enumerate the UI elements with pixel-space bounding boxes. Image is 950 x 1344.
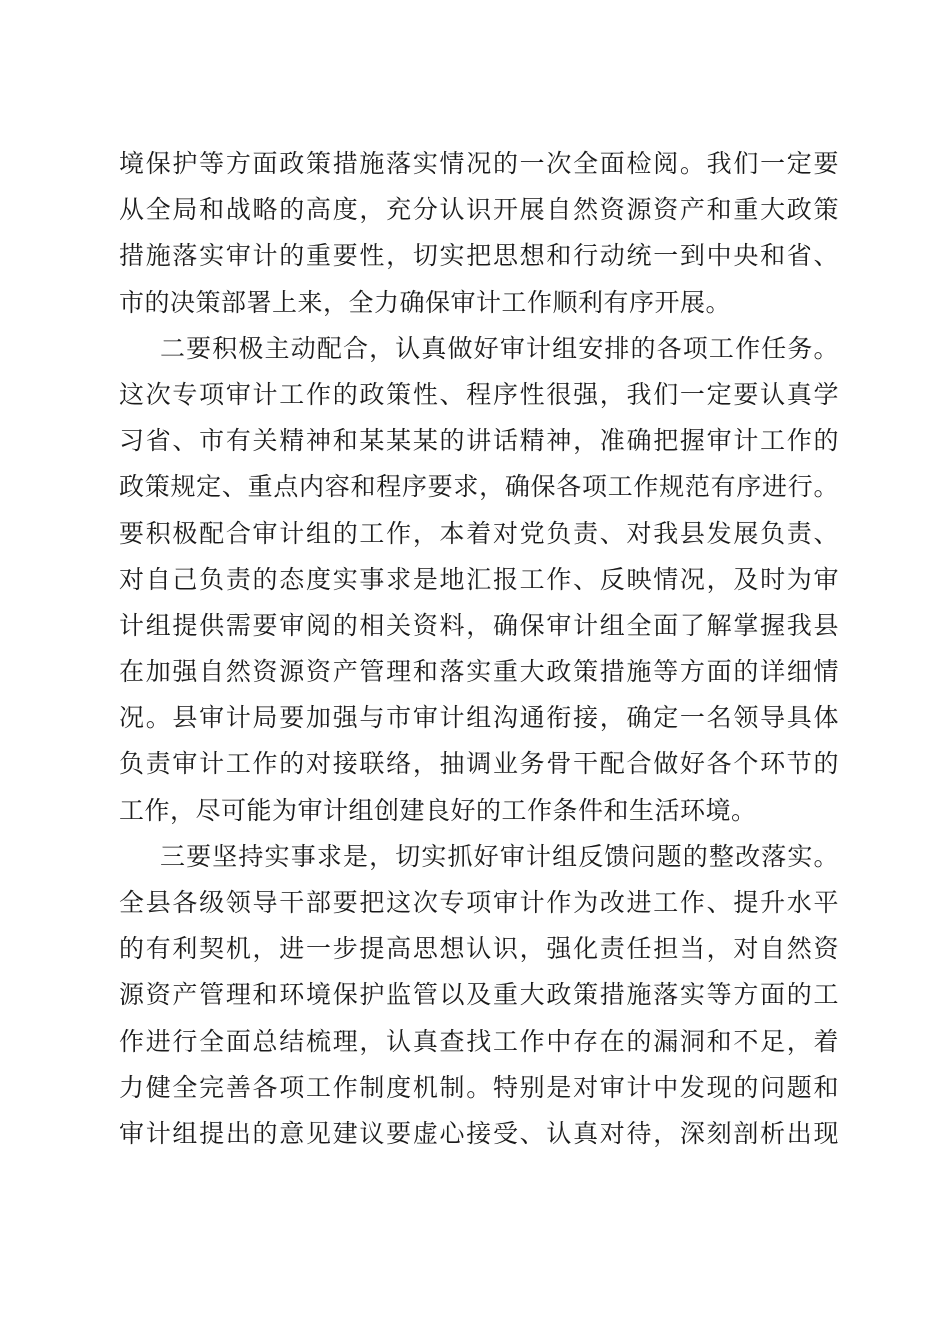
- text-line: 三要坚持实事求是，切实抓好审计组反馈问题的整改落实。: [160, 841, 839, 871]
- text-line: 源资产管理和环境保护监管以及重大政策措施落实等方面的工: [119, 980, 839, 1010]
- document-body: [119, 141, 839, 1157]
- text-line: 的有利契机，进一步提高思想认识，强化责任担当，对自然资: [119, 934, 839, 964]
- text-line: 全县各级领导干部要把这次专项审计作为改进工作、提升水平: [119, 888, 839, 917]
- text-line: 工作，尽可能为审计组创建良好的工作条件和生活环境。: [119, 795, 757, 825]
- text-line: 对自己负责的态度实事求是地汇报工作、反映情况，及时为审: [119, 564, 839, 594]
- text-line: 计组提供需要审阅的相关资料，确保审计组全面了解掌握我县: [119, 610, 839, 640]
- text-line: 况。县审计局要加强与市审计组沟通衔接，确定一名领导具体: [119, 703, 839, 733]
- text-line: 负责审计工作的对接联络，抽调业务骨干配合做好各个环节的: [119, 749, 839, 779]
- text-line: 政策规定、重点内容和程序要求，确保各项工作规范有序进行。: [119, 472, 839, 502]
- text-line: 在加强自然资源资产管理和落实重大政策措施等方面的详细情: [119, 657, 839, 687]
- text-line: 从全局和战略的高度，充分认识开展自然资源资产和重大政策: [119, 195, 839, 225]
- text-line: 措施落实审计的重要性，切实把思想和行动统一到中央和省、: [119, 241, 839, 271]
- text-line: 二要积极主动配合，认真做好审计组安排的各项工作任务。: [160, 333, 839, 363]
- text-line: 作进行全面总结梳理，认真查找工作中存在的漏洞和不足，着: [119, 1026, 839, 1056]
- text-line: 这次专项审计工作的政策性、程序性很强，我们一定要认真学: [119, 379, 839, 409]
- text-line: 市的决策部署上来，全力确保审计工作顺利有序开展。: [119, 287, 732, 317]
- text-line: 要积极配合审计组的工作，本着对党负责、对我县发展负责、: [119, 518, 839, 548]
- text-line: 境保护等方面政策措施落实情况的一次全面检阅。我们一定要: [119, 149, 839, 178]
- text-line: 习省、市有关精神和某某某的讲话精神，准确把握审计工作的: [119, 426, 839, 456]
- text-line: 力健全完善各项工作制度机制。特别是对审计中发现的问题和: [119, 1072, 839, 1102]
- text-line: 审计组提出的意见建议要虚心接受、认真对待，深刻剖析出现: [119, 1118, 839, 1148]
